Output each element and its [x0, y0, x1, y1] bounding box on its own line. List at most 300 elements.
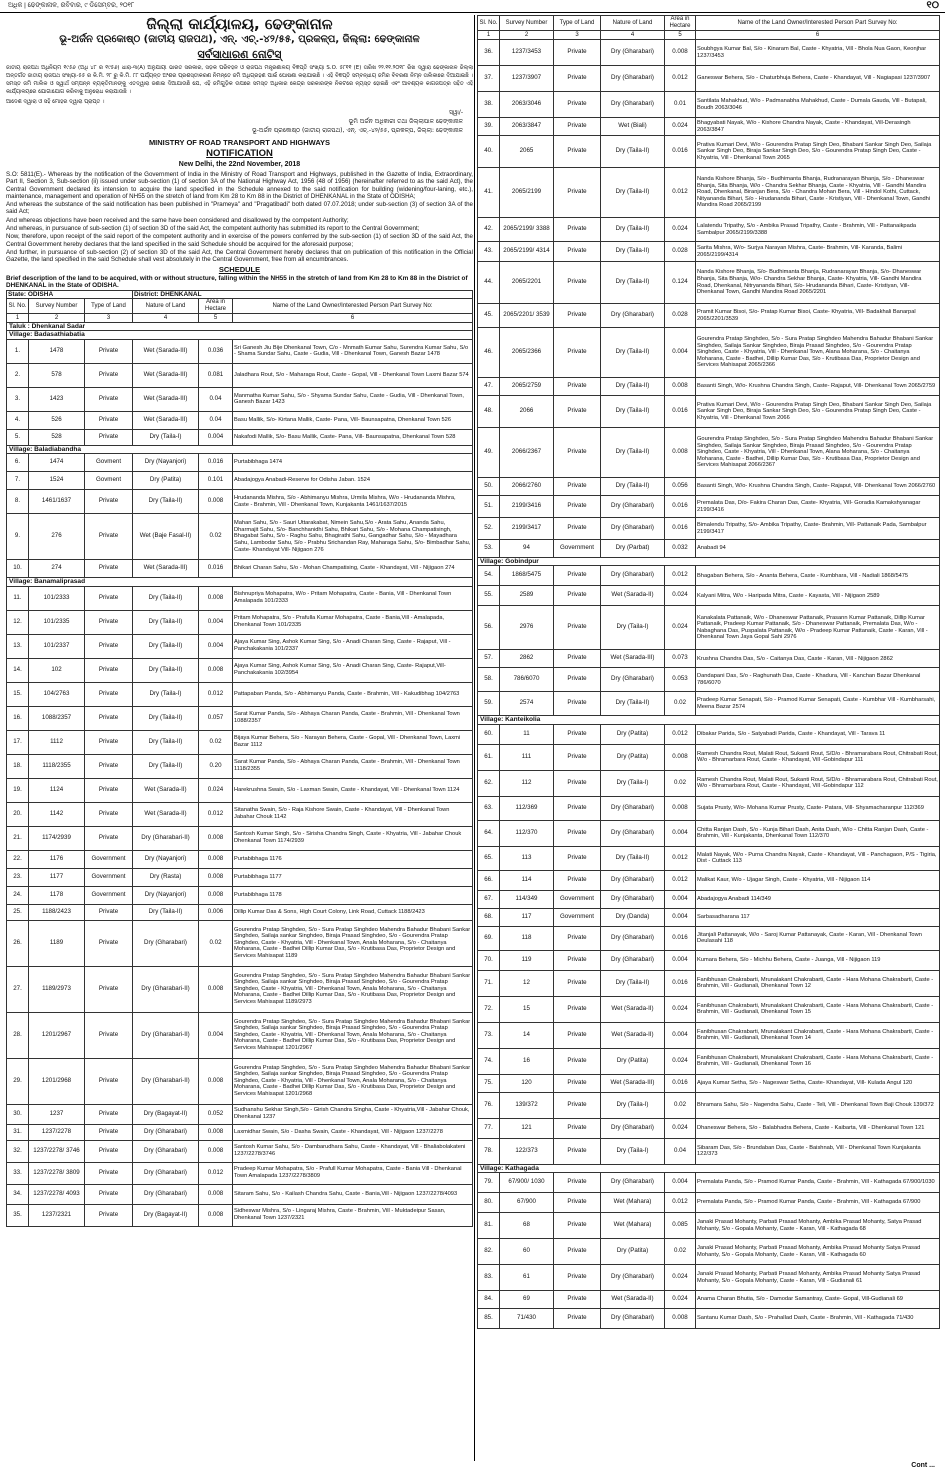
owner-cell: Prativa Kumari Devi, W/o - Gourendra Pratap Singh Deo, Bhabani Sankar Singh Deo, Sailaja Sankar Singh Deo, Biraja Sankar Singh Deo, S/o - Gourendra Pratap Singh Deo, Caste - Khyatria, Vill - Dhenkanal Town 2066 [696, 396, 940, 428]
owner-cell: Gourendra Pratap Singhdeo, S/o - Sura Pratap Singhdeo Mahendra Bahadur Bhabani Sankar Singhdeo, Sailaja Sankar Singhdeo, Biraja Prasad Singhdeo, S/o - Gourendra Pratap Singhdeo, Caste - Khyatria, Vill - Dhenkanal Town, Alana Moharana, S/o - Chaitanya Moharana, Caste - Badhei, Dillip Kumar Das, S/o - Krutibasa Das, Proprietor Design and Services Mahisapat 2066/2367 [696, 428, 940, 478]
village-row [7, 445, 473, 453]
owner-cell: Gourendra Pratap Singhdeo, S/o - Sura Pratap Singhdeo Mahendra Bahadur Bhabani Sankar Singhdeo, Sailaja sankar Singhdeo, Biraja Prasad Singhdeo, S/o - Gourendra Pratap Singhdeo, Caste - Khyatria, Vill - Dhenkanal Town, Anala Moharana, S/o - Chaitanya Moharana, Caste - Badhei Dillip Kumar Das, S/o - Krutibasa Das, Proprietor Design and Services Mahisapat 1189 [233, 920, 473, 966]
area-cell: 0.036 [199, 339, 233, 363]
column-number: 5 [665, 31, 696, 40]
land-nature-cell: Dry (Taila-II) [133, 658, 199, 682]
table-row [478, 1265, 940, 1291]
state-district-row [7, 290, 473, 298]
land-type-cell: Private [85, 1184, 133, 1204]
serial-cell: 35. [7, 1204, 29, 1226]
land-type-cell: Private [85, 802, 133, 826]
area-cell: 0.012 [665, 846, 696, 870]
land-nature-cell: Wet (Sarada-II) [601, 1022, 665, 1048]
table-row [478, 540, 940, 558]
land-nature-cell: Dry (Gharabari-II) [133, 826, 199, 850]
area-cell: 0.02 [665, 770, 696, 796]
table-row [478, 118, 940, 136]
land-nature-cell: Dry (Gharabari) [601, 1173, 665, 1193]
area-cell: 0.008 [199, 586, 233, 610]
survey-number-cell: 2065/2201 [500, 262, 554, 304]
village-row [7, 578, 473, 586]
area-cell: 0.004 [199, 634, 233, 658]
serial-cell: 60. [478, 724, 500, 744]
serial-cell: 23. [7, 868, 29, 886]
table-row [478, 478, 940, 496]
land-type-cell: Private [554, 668, 601, 692]
owner-cell: Fanibhusan Chakrabarti, Mrunalakant Chakrabarti, Caste - Hara Mohana Chakrabarti, Caste - Brahmin, Vill - Gudianali, Dhenkanal Town 12 [696, 970, 940, 996]
survey-number-cell: 1142 [29, 802, 85, 826]
table-row [478, 908, 940, 926]
area-cell: 0.008 [199, 1058, 233, 1104]
land-nature-cell: Dry (Bagayat-II) [133, 1104, 199, 1124]
land-nature-cell: Wet (Baje Fasal-II) [133, 514, 199, 560]
serial-cell: 19. [7, 778, 29, 802]
survey-number-cell: 1176 [29, 850, 85, 868]
table-row [7, 363, 473, 387]
land-type-cell: Government [85, 868, 133, 886]
owner-cell: Pattapaban Panda, S/o - Abhimanyu Panda, Caste - Brahmin, Vill - Kakudibhag 104/2763 [233, 682, 473, 706]
table-row [478, 1022, 940, 1048]
area-cell: 0.012 [199, 802, 233, 826]
owner-cell: Ajaya Kumar Setha, S/o - Nageswar Setha, Caste- Khandayat, Vill- Kulada Angul 120 [696, 1074, 940, 1092]
serial-cell: 40. [478, 136, 500, 168]
village-row [478, 1164, 940, 1172]
table-row [478, 744, 940, 770]
odia-office-title: ଜିଲ୍ଲା କାର୍ଯ୍ୟାଳୟ, ଢେଙ୍କାନାଳ [146, 15, 333, 33]
land-nature-cell: Dry (Gharabari) [601, 668, 665, 692]
land-nature-cell: Wet (Sarada-III) [601, 650, 665, 668]
owner-cell: Sri Ganesh Jiu Bije Dhenkanal Town, C/o - Mnmath Eumar Sahu, Surendra Kumar Sahu, S/o - Shama Sundar Sahu, Caste - Gudia, Vill - Dhenkanal Town, Ganesh Bazar 1478 [233, 339, 473, 363]
land-type-cell: Private [554, 218, 601, 242]
table-row [478, 518, 940, 540]
land-nature-cell: Dry (Gharabari) [133, 920, 199, 966]
survey-number-cell: 1088/2357 [29, 706, 85, 730]
land-type-cell: Private [554, 796, 601, 820]
survey-number-cell: 1461/1637 [29, 490, 85, 514]
district-label: District: DHENKANAL [133, 290, 473, 298]
serial-cell: 5. [7, 429, 29, 445]
land-nature-cell: Dry (Gharabari-II) [133, 1058, 199, 1104]
land-type-cell: Private [85, 1124, 133, 1140]
land-type-cell: Private [85, 682, 133, 706]
owner-cell: Bishnupriya Mohapatra, W/o - Pritam Mohapatra, Caste - Bania, Vill - Dhenkanal Town Amalapada 101/2333 [233, 586, 473, 610]
survey-number-cell: 60 [500, 1239, 554, 1265]
land-nature-cell: Wet (Sarada-II) [601, 1291, 665, 1309]
survey-number-cell: 1189 [29, 920, 85, 966]
serial-cell: 82. [478, 1239, 500, 1265]
table-row [478, 1118, 940, 1138]
village-label: Village: Badasathiabatia [7, 331, 473, 339]
area-cell: 0.012 [665, 566, 696, 586]
land-type-cell: Private [554, 378, 601, 396]
land-nature-cell: Dry (Gharabari) [601, 566, 665, 586]
land-type-cell: Private [554, 970, 601, 996]
survey-number-cell: 2199/3417 [500, 518, 554, 540]
owner-cell: Purtabibhaga 1474 [233, 454, 473, 472]
owner-cell: Dhaneswar Behera, S/o - Balabhadra Behera, Caste - Kaibarta, Vill - Dhenkanal Town 121 [696, 1118, 940, 1138]
table-row [7, 682, 473, 706]
area-cell: 0.101 [199, 472, 233, 490]
area-cell: 0.024 [665, 1291, 696, 1309]
serial-cell: 78. [478, 1138, 500, 1164]
serial-cell: 55. [478, 586, 500, 606]
owner-cell: Ramesh Chandra Rout, Malati Rout, Sukanti Rout, S/D/o - Bhramarabara Rout, Chitrabati Rout, W/o - Bhramarbara Rout, Caste - Khandayat, Vill -Gobindapur 111 [696, 744, 940, 770]
survey-number-cell: 1237/2278/ 3809 [29, 1162, 85, 1184]
serial-cell: 30. [7, 1104, 29, 1124]
serial-cell: 16. [7, 706, 29, 730]
table-row [478, 996, 940, 1022]
village-label: Village: Gobindpur [478, 558, 940, 566]
serial-cell: 41. [478, 168, 500, 218]
land-type-cell: Private [85, 1162, 133, 1184]
land-nature-cell: Dry (Gharabari) [133, 1140, 199, 1162]
survey-number-cell: 1237/2278/ 4093 [29, 1184, 85, 1204]
land-nature-cell: Dry (Taila-I) [601, 1092, 665, 1118]
land-type-cell: Private [554, 66, 601, 92]
owner-cell: Sujata Prusty, W/o- Mohana Kumar Prusty, Caste- Patara, Vill- Shyamacharanpur 112/369 [696, 796, 940, 820]
survey-number-cell: 61 [500, 1265, 554, 1291]
table-row [7, 802, 473, 826]
table-row [7, 387, 473, 411]
area-cell: 0.008 [199, 826, 233, 850]
serial-cell: 7. [7, 472, 29, 490]
land-nature-cell: Wet (Sarada-III) [601, 1074, 665, 1092]
land-nature-cell: Wet (Sarada-III) [133, 339, 199, 363]
village-label: Village: Banamaliprasad [7, 578, 473, 586]
owner-cell: Gourendra Pratap Singhdeo, S/o - Sura Pratap Singhdeo Mahendra Bahadur Bhabani Sankar Singhdeo, Sailaja sankar Singhdeo, Biraja Prasad Singhdeo, S/o - Gourendra Pratap Singhdeo, Caste - Khyatria, Vill - Dhenkanal Town, Anala Moharana, S/o - Chaitanya Moharana, Caste - Badhei Dillip Kumar Das, S/o - Krutibasa Das, Proprietor Design and Services Mahisapat 1189/2973 [233, 966, 473, 1012]
survey-number-cell: 2574 [500, 692, 554, 716]
land-nature-cell: Wet (Mahara) [601, 1213, 665, 1239]
table-row [478, 668, 940, 692]
area-cell: 0.028 [665, 304, 696, 328]
owner-cell: Dibakar Parida, S/o - Satyabadi Parida, Caste - Khandayat, Vill - Tarava 11 [696, 724, 940, 744]
serial-cell: 27. [7, 966, 29, 1012]
table-row [7, 1140, 473, 1162]
serial-cell: 17. [7, 730, 29, 754]
table-row [478, 846, 940, 870]
area-cell: 0.073 [665, 650, 696, 668]
notification-paragraph: S.O: 5811(E).- Whereas by the notification of the Government of India in the Ministry of Road Transport and Highways, published in the Gazette of India, Extraordinary, Part II, Section 3, Sub-section (ii) issued under sub-section (1) of section 3A of the National Highway Act, 1956 (48 of 1956) (hereinafter referred to as the said Act), the Central Government declared its intension to acquire the land specified in the Schedule annexed to the said notification for building (widening/four-laning, etc.), maintenance, management and operation of NH55 on the stretch of land from Km 28 to Km 88 in the District of DHENKANAL in the State of ODISHA; [6, 171, 473, 200]
table-row [7, 339, 473, 363]
area-cell: 0.012 [665, 1193, 696, 1213]
survey-number-cell: 139/372 [500, 1092, 554, 1118]
land-nature-cell: Wet (Mahara) [601, 1193, 665, 1213]
village-row [7, 323, 473, 331]
land-type-cell: Private [554, 926, 601, 950]
survey-number-cell: 1174/2939 [29, 826, 85, 850]
land-nature-cell: Dry (Gharabari) [601, 518, 665, 540]
land-nature-cell: Wet (Sarada-II) [133, 778, 199, 802]
survey-number-cell: 2862 [500, 650, 554, 668]
area-cell: 0.053 [665, 668, 696, 692]
area-cell: 0.024 [665, 218, 696, 242]
land-type-cell: Government [554, 540, 601, 558]
area-cell: 0.024 [665, 606, 696, 650]
serial-cell: 48. [478, 396, 500, 428]
survey-number-cell: 119 [500, 950, 554, 970]
owner-cell: Lalatendu Tripathy, S/o - Ambika Prasad Tripathy, Caste - Brahmin, Vill - Pattanaikpada Sambalpur 2065/2199/3388 [696, 218, 940, 242]
survey-number-cell: 2066/2760 [500, 478, 554, 496]
land-type-cell: Private [554, 744, 601, 770]
survey-number-cell: 69 [500, 1291, 554, 1309]
land-nature-cell: Dry (Gharabari) [601, 1118, 665, 1138]
area-cell: 0.04 [199, 387, 233, 411]
serial-cell: 2. [7, 363, 29, 387]
area-cell: 0.085 [665, 1213, 696, 1239]
land-nature-cell: Dry (Gharabari) [601, 92, 665, 118]
survey-number-cell: 101/2333 [29, 586, 85, 610]
serial-cell: 85. [478, 1309, 500, 1329]
owner-cell: Nanda Kishore Bhanja, S/o- Budhimanta Bhanja, Rudranarayan Bhanja, S/o- Dhaneswar Bhanja, Sita Bhanja, W/o- Chandra Sekhar Bhanja, Caste- Khyatria, Vill- Gandhi Mandira Road, Dhenkanal, Nitryananda Bihari, S/o- Hrudananda Bihari, Caste- Kristiyan, Vill- Dhenkanal Town, Gandhi Mandira Road 2065/2201 [696, 262, 940, 304]
table-row [7, 454, 473, 472]
land-type-cell: Private [554, 328, 601, 378]
owner-cell: Laxmidhar Swain, S/o - Dasha Swain, Caste - Khandayat, Vill - Nijigaon 1237/2278 [233, 1124, 473, 1140]
area-cell: 0.02 [199, 730, 233, 754]
serial-cell: 51. [478, 496, 500, 518]
area-cell: 0.004 [665, 820, 696, 846]
area-cell: 0.004 [199, 1012, 233, 1058]
land-type-cell: Private [554, 428, 601, 478]
table-row [478, 1291, 940, 1309]
serial-cell: 6. [7, 454, 29, 472]
land-nature-cell: Dry (Gharabari) [133, 1124, 199, 1140]
serial-cell: 20. [7, 802, 29, 826]
table-row [7, 490, 473, 514]
land-nature-cell: Dry (Gharabari) [133, 1184, 199, 1204]
owner-cell: Sibaram Das, S/o - Brundaban Das, Caste - Baishnab, Vill - Dhenkanal Town Kunjakanta 122/373 [696, 1138, 940, 1164]
land-nature-cell: Dry (Nayanjori) [133, 886, 199, 904]
survey-number-cell: 276 [29, 514, 85, 560]
table-row [478, 650, 940, 668]
area-cell: 0.006 [199, 904, 233, 920]
survey-number-cell: 71/430 [500, 1309, 554, 1329]
land-type-cell: Government [85, 886, 133, 904]
land-nature-cell: Dry (Taila-I) [133, 429, 199, 445]
serial-cell: 67. [478, 890, 500, 908]
land-nature-cell: Dry (Patita) [601, 724, 665, 744]
survey-number-cell: 112/370 [500, 820, 554, 846]
land-nature-cell: Wet (Sarada-II) [601, 586, 665, 606]
serial-cell: 24. [7, 886, 29, 904]
column-header: Sl. No. [7, 299, 29, 314]
table-row [7, 1058, 473, 1104]
serial-cell: 77. [478, 1118, 500, 1138]
area-cell: 0.008 [199, 1204, 233, 1226]
land-type-cell: Private [554, 262, 601, 304]
survey-number-cell: 2065/2199/ 3388 [500, 218, 554, 242]
land-type-cell: Private [85, 429, 133, 445]
survey-number-cell: 1118/2355 [29, 754, 85, 778]
area-cell: 0.024 [199, 778, 233, 802]
table-row [478, 378, 940, 396]
serial-cell: 10. [7, 560, 29, 578]
survey-number-cell: 274 [29, 560, 85, 578]
survey-number-cell: 2065/2366 [500, 328, 554, 378]
owner-cell: Purtabibhaga 1178 [233, 886, 473, 904]
table-row [7, 850, 473, 868]
land-type-cell: Private [85, 634, 133, 658]
serial-cell: 57. [478, 650, 500, 668]
serial-cell: 66. [478, 870, 500, 890]
table-row [478, 1309, 940, 1329]
serial-cell: 73. [478, 1022, 500, 1048]
area-cell: 0.124 [665, 262, 696, 304]
land-nature-cell: Dry (Taila-I) [601, 1138, 665, 1164]
owner-cell: Santosh Kumar Sahu, S/o - Dambarudhara Sahu, Caste - Khandayat, Vill - Bhaliabolakateni 1237/2278/3746 [233, 1140, 473, 1162]
serial-cell: 9. [7, 514, 29, 560]
area-cell: 0.024 [665, 118, 696, 136]
land-type-cell: Private [85, 363, 133, 387]
land-nature-cell: Dry (Gharabari) [601, 870, 665, 890]
owner-cell: Santanu Kumar Dash, S/o - Prahallad Dash, Caste - Brahmin, Vill - Kathagada 71/430 [696, 1309, 940, 1329]
schedule-table-right [477, 15, 940, 1329]
column-divider [474, 15, 475, 1461]
area-cell: 0.02 [199, 514, 233, 560]
land-type-cell: Private [554, 1074, 601, 1092]
area-cell: 0.012 [665, 870, 696, 890]
serial-cell: 43. [478, 242, 500, 262]
survey-number-cell: 2065/2199/ 4314 [500, 242, 554, 262]
table-row [478, 428, 940, 478]
area-cell: 0.008 [665, 428, 696, 478]
serial-cell: 38. [478, 92, 500, 118]
column-header: Nature of Land [133, 299, 199, 314]
land-nature-cell: Dry (Taila-II) [601, 692, 665, 716]
land-type-cell: Private [554, 1213, 601, 1239]
notification-paragraph: And whereas the substance of the said notification has been published in "Prameya" and "Pragatibadi" both dated 07.07.2018; under sub-section (3) of section 3A of the said Act; [6, 201, 473, 216]
survey-number-cell: 1524 [29, 472, 85, 490]
area-cell: 0.008 [199, 886, 233, 904]
survey-number-cell: 1201/2968 [29, 1058, 85, 1104]
land-type-cell: Private [554, 1118, 601, 1138]
serial-cell: 80. [478, 1193, 500, 1213]
area-cell: 0.004 [665, 328, 696, 378]
area-cell: 0.02 [665, 692, 696, 716]
table-row [478, 692, 940, 716]
owner-cell: Nanda Kishore Bhanja, S/o - Budhimanta Bhanja, Rudranarayan Bhanja, S/o - Dhaneswar Bhanja, Sita Bhanja, W/o - Chandra Sekhar Bhanja, Caste - Khyatria, Vill - Gandhi Mandira Road, Dhenkanal, Biranjan Bera, S/o - Chandra Mohan Bera, Vill - Hindol Kothi, Cuttack, Nityananda Bihari, S/o - Hrudananda Bihari, Caste - Kristiyan, Vill - Dhenkanal Town, Gandhi Mandira Road 2065/2199 [696, 168, 940, 218]
village-row [478, 716, 940, 724]
survey-number-cell: 1178 [29, 886, 85, 904]
survey-number-cell: 117 [500, 908, 554, 926]
column-header: Area in Hectare [665, 16, 696, 31]
land-type-cell: Government [554, 890, 601, 908]
land-type-cell: Private [85, 387, 133, 411]
serial-cell: 36. [478, 40, 500, 66]
land-nature-cell: Dry (Taila-II) [601, 218, 665, 242]
owner-cell: Pritam Mohapatra, S/o - Prafulla Kumar Mohapatra, Caste - Bania,Vill - Amalapada, Dhenkanal Town 101/2335 [233, 610, 473, 634]
survey-number-cell: 120 [500, 1074, 554, 1092]
column-header: Survey Number [500, 16, 554, 31]
land-nature-cell: Dry (Patita) [601, 744, 665, 770]
owner-cell: Anama Charan Bhutia, S/o - Damodar Samantray, Caste- Gopal, Vill-Gudianali 69 [696, 1291, 940, 1309]
land-nature-cell: Dry (Taila-II) [601, 242, 665, 262]
land-type-cell: Private [85, 904, 133, 920]
land-type-cell: Private [85, 1140, 133, 1162]
land-type-cell: Private [554, 396, 601, 428]
land-type-cell: Private [554, 304, 601, 328]
serial-cell: 34. [7, 1184, 29, 1204]
area-cell: 0.016 [665, 970, 696, 996]
land-nature-cell: Wet (Sarada-III) [133, 560, 199, 578]
serial-cell: 44. [478, 262, 500, 304]
serial-cell: 70. [478, 950, 500, 970]
owner-cell: Janaki Prasad Mohanty, Parbati Prasad Mohanty, Ambika Prasad Mohanty, Satya Prasad Mohanty, S/o - Gopala Mohanty, Caste - Karan, Vill - Kathagada 68 [696, 1213, 940, 1239]
land-nature-cell: Dry (Taila-II) [133, 634, 199, 658]
owner-cell: Sitanatha Swain, S/o - Raja Kishore Swain, Caste - Khandayat, Vill - Dhenkanal Town Jabahar Chouk 1142 [233, 802, 473, 826]
owner-cell: Manmatha Kumar Sahu, S/o - Shyama Sundar Sahu, Caste - Gudia, Vill - Dhenkanal Town, Ganesh Bazar 1423 [233, 387, 473, 411]
area-cell: 0.008 [665, 40, 696, 66]
land-type-cell: Private [85, 1204, 133, 1226]
survey-number-cell: 1237/2278 [29, 1124, 85, 1140]
survey-number-cell: 1237/3907 [500, 66, 554, 92]
land-nature-cell: Dry (Gharabari) [133, 1162, 199, 1184]
area-cell: 0.008 [199, 1140, 233, 1162]
column-number: 6 [233, 314, 473, 323]
land-nature-cell: Wet (Sarada-II) [601, 996, 665, 1022]
table-row [7, 920, 473, 966]
land-nature-cell: Dry (Gharabari-II) [133, 966, 199, 1012]
survey-number-cell: 1201/2967 [29, 1012, 85, 1058]
area-cell: 0.004 [665, 1022, 696, 1048]
serial-cell: 49. [478, 428, 500, 478]
column-number: 4 [133, 314, 199, 323]
land-type-cell: Private [554, 996, 601, 1022]
table-row [478, 396, 940, 428]
table-row [7, 730, 473, 754]
survey-number-cell: 2065/2199 [500, 168, 554, 218]
column-header: Name of the Land Owner/Interested Person Part Survey No: [696, 16, 940, 31]
table-row [478, 1239, 940, 1265]
serial-cell: 65. [478, 846, 500, 870]
survey-number-cell: 1188/2423 [29, 904, 85, 920]
land-type-cell: Private [85, 1012, 133, 1058]
serial-cell: 76. [478, 1092, 500, 1118]
serial-cell: 71. [478, 970, 500, 996]
table-row [478, 870, 940, 890]
owner-cell: Fanibhusan Chakrabarti, Mrunalakant Chakrabarti, Caste - Hara Mohana Chakrabarti, Caste - Brahmin, Vill - Gudianali, Dhenkanal Town 15 [696, 996, 940, 1022]
owner-cell: Santilata Mahakhud, W/o - Padmanabha Mahakhud, Caste - Dumala Gauda, Vill - Butapali, Boudh 2063/3046 [696, 92, 940, 118]
land-nature-cell: Dry (Gharabari) [601, 304, 665, 328]
land-nature-cell: Wet (Sarada-II) [133, 802, 199, 826]
land-nature-cell: Dry (Parbat) [601, 540, 665, 558]
land-nature-cell: Dry (Taila-II) [601, 328, 665, 378]
land-nature-cell: Dry (Taila-II) [601, 262, 665, 304]
table-row [7, 514, 473, 560]
table-row [7, 706, 473, 730]
owner-cell: Ajaya Kumar Sing, Ashok Kumar Sing, S/o - Anadi Charan Sing, Caste- Rajaput,Vill-Panchakakania 102/3954 [233, 658, 473, 682]
serial-cell: 69. [478, 926, 500, 950]
serial-cell: 81. [478, 1213, 500, 1239]
survey-number-cell: 11 [500, 724, 554, 744]
table-row [478, 586, 940, 606]
owner-cell: Basanti Singh, W/o- Krushna Chandra Singh, Caste- Rajaput, Vill- Dhenkanal Town 2066/2760 [696, 478, 940, 496]
column-number: 6 [696, 31, 940, 40]
owner-cell: Basu Mallik, S/o- Kirtana Mallik, Caste- Pana, Vill- Baunsapatna, Dhenkanal Town 526 [233, 411, 473, 429]
table-row [478, 1138, 940, 1164]
serial-cell: 4. [7, 411, 29, 429]
owner-cell: Chitta Ranjan Dash, S/o - Kunja Bihari Dash, Anita Dash, W/o - Chitta Ranjan Dash, Caste - Brahmin, Vill - Kunjakanta, Dhenkanal Town 112/370 [696, 820, 940, 846]
area-cell: 0.052 [199, 1104, 233, 1124]
owner-cell: Bhagaban Behera, S/o - Ananta Behera, Caste - Kumbhara, Vill - Nadiali 1868/5475 [696, 566, 940, 586]
land-type-cell: Private [85, 586, 133, 610]
land-nature-cell: Dry (Taila-II) [601, 136, 665, 168]
notification-paragraph: And further, in pursuance of sub-section (2) of section 3D of the said Act, the Central Government hereby declares that on publication of this notification in the Official Gazette, the land specified in the said Schedule shall vest absolutely in the Central Government, free from all encumbrances. [6, 248, 473, 264]
area-cell: 0.008 [199, 850, 233, 868]
land-type-cell: Private [554, 1092, 601, 1118]
land-type-cell: Private [554, 650, 601, 668]
land-nature-cell: Dry (Gharabari) [601, 926, 665, 950]
area-cell: 0.004 [665, 908, 696, 926]
